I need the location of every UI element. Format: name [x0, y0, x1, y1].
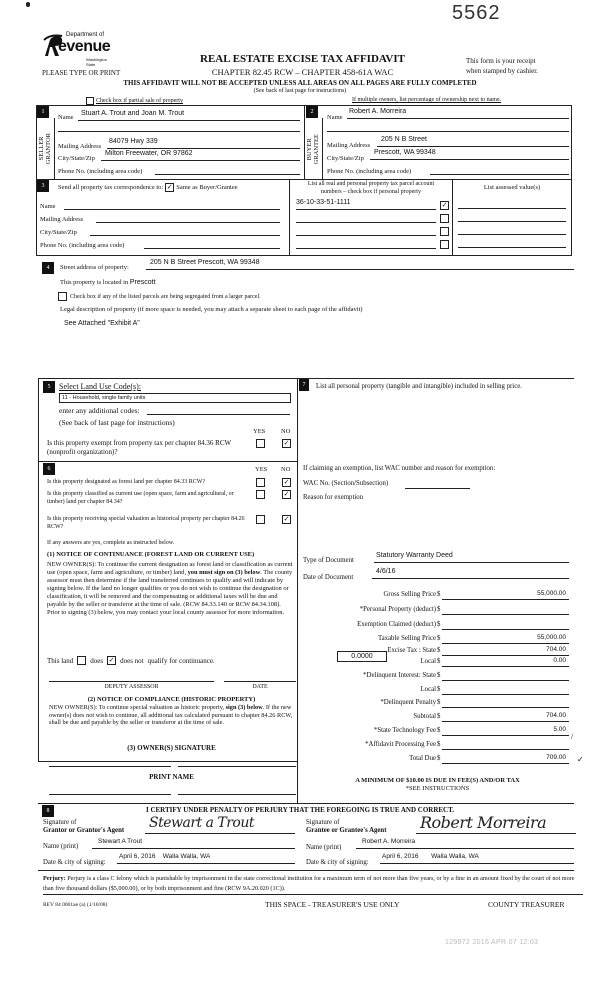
notice1-title: (1) NOTICE OF CONTINUANCE (FOREST LAND OR CURRENT USE): [47, 551, 255, 558]
see-instructions: *SEE INSTRUCTIONS: [405, 785, 470, 792]
seller-buyer-divider: [304, 105, 305, 180]
section-2-badge: 2: [306, 106, 318, 118]
exempt-no-checkbox[interactable]: ✓: [283, 439, 290, 447]
current-use-question: Is this property classified as current use (open space, farm and agricultural, or timber) land per chapter 84.34?: [47, 491, 234, 505]
s3-phone-label: Phone No. (including area code): [40, 242, 125, 249]
exemption-label: If claiming an exemption, list WAC number and reason for exemption:: [303, 465, 496, 472]
section8-top-line: [38, 803, 298, 804]
print-name-line-2[interactable]: [178, 794, 296, 795]
personal-property-checkbox[interactable]: [440, 240, 449, 249]
notice2-bold: sign (3) below: [225, 704, 263, 711]
receipt-note-2: when stamped by cashier.: [466, 67, 538, 75]
segregated-label: Check box if any of the listed parcels are being segregated from a larger parcel.: [70, 293, 261, 300]
grantor-date-label: Date & city of signing:: [43, 859, 106, 866]
deputy-assessor-line[interactable]: [49, 681, 214, 682]
fee-value[interactable]: [442, 605, 569, 615]
partial-sale-label: Check box if partial sale of property: [96, 98, 183, 104]
parcel-row: [296, 238, 451, 250]
section8-bottom-line: [38, 870, 574, 871]
fee-row-exemption: [300, 620, 570, 632]
current-use-yes-checkbox[interactable]: [256, 490, 265, 499]
forest-land-question: Is this property designated as forest land per chapter 84.33 RCW?: [47, 479, 206, 485]
notice1-text-a: NEW OWNER(S): To continue the current designation as forest land or classification as current use (open space, farm and agriculture, or timber) land,: [47, 561, 293, 576]
seller-city-field[interactable]: Milton Freewater, OR 97862: [101, 150, 300, 161]
parcel-header-2: numbers – check box if personal property: [321, 189, 421, 195]
parcel-number-field[interactable]: [296, 238, 436, 249]
grantor-name-field[interactable]: Stewart A Trout: [92, 838, 295, 849]
parcel-number-field[interactable]: [296, 225, 436, 236]
partial-sale-checkbox[interactable]: [86, 97, 94, 105]
fee-row-technology-fee: [300, 726, 570, 738]
legal-description-label: Legal description of property (if more space is needed, you may attach a separate sheet to each page of the affidavit): [60, 306, 363, 313]
seller-name-line-2[interactable]: [58, 124, 300, 132]
warning-text: THIS AFFIDAVIT WILL NOT BE ACCEPTED UNLESS ALL AREAS ON ALL PAGES ARE FULLY COMPLETED: [123, 79, 477, 87]
dollar-sign: $: [437, 741, 441, 748]
assessed-value-field[interactable]: [458, 239, 566, 248]
s3-mailing-label: Mailing Address: [40, 216, 84, 223]
qualify-label: qualify for continuance.: [147, 656, 215, 665]
fee-label: Gross Selling Price: [383, 591, 436, 598]
grantee-name-field[interactable]: Robert A. Morreira: [356, 838, 574, 849]
dor-logo: [42, 32, 117, 67]
does-label: does: [90, 656, 104, 665]
notice2-title: (2) NOTICE OF COMPLIANCE (HISTORIC PROPERTY): [87, 696, 256, 703]
check-mark-annotation: ✓: [577, 755, 584, 764]
does-not-label: does not: [120, 656, 144, 665]
owner-signature-line-1[interactable]: [49, 766, 171, 767]
wac-field[interactable]: [405, 480, 470, 489]
fee-label: *Personal Property (deduct): [359, 606, 436, 613]
notice2-text: [49, 704, 295, 727]
grantor-signature[interactable]: Stewart a Trout: [145, 815, 295, 834]
fee-row-excise-local: [300, 657, 570, 669]
fee-label: *Delinquent Interest: State: [363, 672, 436, 679]
s3-name-label: Name: [40, 203, 56, 210]
grantee-signature[interactable]: Robert Morreira: [416, 813, 576, 834]
fee-value[interactable]: [442, 620, 569, 630]
assessed-value-field[interactable]: [458, 226, 566, 235]
fee-value[interactable]: [442, 671, 569, 681]
historical-question: Is this property receiving special valuation as historical property per chapter 84.26 RCW?: [47, 516, 245, 530]
form-title: REAL ESTATE EXCISE TAX AFFIDAVIT: [200, 53, 405, 65]
located-in-label: [60, 279, 156, 286]
dollar-sign: $: [437, 621, 441, 628]
multiple-owners-note: If multiple owners, list percentage of ownership next to name.: [352, 97, 502, 103]
lower-box-left: [38, 378, 39, 762]
grantee-sig-label-2: Grantee or Grantee's Agent: [306, 827, 387, 834]
section-8-badge: 8: [42, 805, 54, 817]
buyer-name-field[interactable]: Robert A. Morreira: [347, 108, 569, 119]
land-use-title: Select Land Use Code(s):: [59, 382, 141, 391]
dollar-sign: $: [437, 699, 441, 706]
fee-row-taxable: [300, 634, 570, 646]
section-7-badge: 7: [299, 379, 309, 391]
dollar-sign: $: [437, 713, 441, 720]
notice1-text: [47, 561, 293, 617]
county-treasurer: COUNTY TREASURER: [488, 900, 565, 909]
s3-city-label: City/State/Zip: [40, 229, 77, 236]
fee-value[interactable]: 5.00: [442, 726, 569, 736]
located-label: This property is located in: [60, 279, 129, 286]
fee-label: Total Due: [409, 755, 436, 762]
fee-label: Local: [420, 658, 436, 665]
grantor-date-field[interactable]: April 6, 2016 Walla Walla, WA: [117, 853, 295, 864]
grantee-date-label: Date & city of signing:: [306, 859, 369, 866]
fee-label: *Delinquent Penalty: [380, 699, 436, 706]
perjury-text: [43, 874, 583, 895]
section-4-badge: 4: [42, 262, 54, 274]
fee-value[interactable]: [442, 740, 569, 750]
grantee-name-label: Name (print): [306, 844, 342, 851]
perjury-body: Perjury is a class C felony which is punishable by imprisonment in the state correctional institution for a maximum term of not more than five years, or by a fine in an amount fixed by the court of not more than five thousand dollars ($5,000.00), or by both imprisonment and fine (RCW 9A.20.020 (1C)).: [43, 875, 575, 892]
seller-side-label: [37, 118, 55, 180]
buyer-city-field[interactable]: Prescott, WA 99348: [370, 149, 569, 160]
section-3-badge: 3: [37, 180, 49, 192]
notice1-bold: you must sign on (3) below: [187, 569, 261, 576]
same-as-buyer-label: Same as Buyer/Grantee: [176, 184, 238, 191]
segregated-checkbox[interactable]: [58, 292, 67, 301]
buyer-label: BUYER: [306, 137, 314, 161]
buyer-side-label: [306, 118, 323, 180]
segregated-row: [58, 292, 261, 301]
dollar-sign: $: [437, 658, 441, 665]
local-rate-field[interactable]: 0.0000: [337, 651, 387, 662]
forest-land-no-checkbox[interactable]: ✓: [283, 478, 290, 486]
dollar-sign: $: [437, 727, 441, 734]
dollar-sign: $: [437, 591, 441, 598]
assessed-value-field[interactable]: [458, 200, 566, 209]
dor-logo-line3: Washington State: [86, 57, 107, 67]
recording-stamp: 129972 2016 APR 07 12:03: [445, 939, 539, 946]
exempt-question: Is this property exempt from property tax per chapter 84.36 RCW (nonprofit organization)?: [47, 439, 231, 456]
fee-value[interactable]: 55,000.00: [442, 590, 569, 600]
fee-label: *Affidavit Processing Fee: [365, 741, 436, 748]
fee-label: Exemption Claimed (deduct): [357, 621, 436, 628]
dollar-sign: $: [437, 755, 441, 762]
historical-no-checkbox[interactable]: ✓: [283, 515, 290, 523]
dor-logo-line2: evenue: [58, 38, 111, 55]
see-back-text: (See back of last page for instructions): [253, 88, 347, 94]
send-label: Send all property tax correspondence to:: [58, 184, 164, 191]
buyer-name-line-2[interactable]: [327, 124, 569, 132]
form-number: REV 84 0001ae (a) (1/10/08): [43, 902, 108, 908]
buyer-mailing-field[interactable]: 205 N B Street: [377, 136, 569, 147]
owner-signature-label: (3) OWNER(S) SIGNATURE: [127, 744, 216, 752]
lower-box-bottom: [297, 803, 574, 804]
fee-value[interactable]: 709.00: [442, 754, 569, 764]
receipt-note-1: This form is your receipt: [466, 57, 536, 65]
form-subtitle: CHAPTER 82.45 RCW – CHAPTER 458-61A WAC: [211, 67, 394, 77]
reason-label: Reason for exemption: [303, 494, 364, 501]
doc-type-label: Type of Document: [303, 557, 354, 564]
buyer-phone-label: Phone No. (including area code): [327, 168, 412, 175]
treasurer-use: THIS SPACE - TREASURER'S USE ONLY: [265, 900, 400, 909]
personal-property-label: List all personal property (tangible and intangible) included in selling price.: [316, 383, 522, 390]
buyer-name-label: Name: [327, 114, 343, 121]
notice2-text-b: . If the new owner(s) does not wish to continue, all additional tax calculated pursuant to chapter 84.26 RCW, shall be due and payable by the seller or transferor at the time of sale.: [49, 704, 293, 726]
fee-row-gross: [300, 590, 570, 602]
street-address-label: Street address of property:: [60, 264, 129, 271]
seller-mailing-label: Mailing Address: [58, 143, 102, 150]
personal-property-checkbox[interactable]: [440, 227, 449, 236]
buyer-mailing-label: Mailing Address: [327, 142, 371, 149]
dollar-sign: $: [437, 606, 441, 613]
notice2-text-a: NEW OWNER(S): To continue special valuation as historic property,: [49, 704, 225, 711]
fee-label: Local: [420, 686, 436, 693]
fee-label: Excise Tax : State: [387, 647, 436, 654]
parcel-number-field[interactable]: [296, 212, 436, 223]
fee-value[interactable]: 704.00: [442, 646, 569, 656]
dollar-sign: $: [437, 672, 441, 679]
scan-mark: [26, 2, 30, 7]
handwritten-number: 5562: [452, 2, 501, 24]
fee-label: *State Technology Fee: [373, 727, 436, 734]
section6-bottom-line: [38, 761, 297, 762]
parcel-row: [296, 225, 451, 237]
wac-label: WAC No. (Section/Subsection): [303, 480, 389, 487]
section-1-badge: 1: [37, 106, 49, 118]
fee-value[interactable]: 55,000.00: [442, 634, 569, 644]
doc-type-field[interactable]: Statutory Warranty Deed: [374, 552, 569, 563]
seller-phone-field[interactable]: [155, 166, 300, 175]
parcel-header: [290, 180, 452, 196]
s3-city-field[interactable]: [90, 227, 280, 236]
current-use-no-checkbox[interactable]: ✓: [283, 490, 290, 498]
historical-yes-checkbox[interactable]: [256, 515, 265, 524]
owner-signature-line-2[interactable]: [178, 766, 296, 767]
fee-row-subtotal: [300, 712, 570, 724]
dollar-sign: $: [437, 635, 441, 642]
personal-property-checkbox[interactable]: [440, 214, 449, 223]
grantor-sig-label-1: Signature of: [43, 819, 77, 826]
seller-phone-label: Phone No. (including area code): [58, 168, 143, 175]
grantor-sig-label-2: Grantor or Grantor's Agent: [43, 827, 125, 834]
does-not-checkbox[interactable]: ✓: [108, 656, 115, 664]
exempt-yes-checkbox[interactable]: [256, 439, 265, 448]
deputy-assessor-label: DEPUTY ASSESSOR: [104, 684, 159, 690]
s3-name-field[interactable]: [64, 201, 280, 210]
certify-statement: I CERTIFY UNDER PENALTY OF PERJURY THAT THE FOREGOING IS TRUE AND CORRECT.: [145, 806, 454, 814]
lower-box-mid: [297, 378, 298, 803]
grantee-sig-label-1: Signature of: [306, 819, 340, 826]
seller-name-field[interactable]: Stuart A. Trout and Joan M. Trout: [78, 110, 300, 121]
fee-row-delinquent-interest-local: [300, 685, 570, 697]
s5-no-header: NO: [281, 428, 291, 435]
notice1-text-b: . The county assessor must then determine if the land transferred continues to qualify and will indicate by signing below. If the land no longer qualifies or you do not wish to continue the designation or classification, it will be removed and the compensating or additional taxes will be due and payable by the seller or transferor at the time of sale. (RCW 84.33.140 or RCW 84.34.108). Prior to signing (3) below, you may contact your local county assessor for more information.: [47, 569, 293, 616]
fee-value[interactable]: 704.00: [442, 712, 569, 722]
perjury-bold: Perjury:: [43, 875, 66, 882]
assessed-value-field[interactable]: [458, 213, 566, 222]
fee-row-delinquent-interest-state: [300, 671, 570, 683]
parcel-number-field[interactable]: 36-10-33-51-1111: [296, 199, 436, 210]
parcel-row: [296, 199, 451, 211]
print-name-label: PRINT NAME: [149, 773, 194, 781]
section-6-badge: 6: [43, 463, 55, 475]
fee-label: Taxable Selling Price: [377, 635, 436, 642]
if-yes-note: If any answers are yes, complete as instructed below.: [47, 540, 175, 546]
same-as-buyer-checkbox[interactable]: ✓: [166, 183, 173, 191]
located-value[interactable]: Prescott: [129, 279, 156, 286]
fee-row-affidavit-processing: [300, 740, 570, 752]
street-address-field[interactable]: 205 N B Street Prescott, WA 99348: [146, 259, 574, 270]
fee-row-delinquent-penalty: [300, 698, 570, 710]
s3-mailing-field[interactable]: [96, 214, 280, 223]
assessed-header: List assessed value(s): [483, 184, 541, 191]
s5-yes-header: YES: [253, 428, 266, 435]
forest-land-yes-checkbox[interactable]: [256, 478, 265, 487]
section6-top-line: [38, 461, 297, 462]
legal-description-value[interactable]: See Attached "Exhibit A": [64, 320, 140, 327]
personal-property-checkbox[interactable]: ✓: [441, 201, 448, 209]
parcel-row: [296, 212, 451, 224]
send-correspondence-label: [58, 183, 238, 192]
seller-name-label: Name: [58, 114, 74, 121]
grantee-label: GRANTEE: [313, 133, 320, 165]
does-checkbox[interactable]: [77, 656, 86, 665]
grantor-label: GRANTOR: [44, 133, 52, 165]
fee-label: Subtotal: [413, 713, 436, 720]
fee-row-personal: [300, 605, 570, 617]
land-use-see-back: (See back of last page for instructions): [59, 418, 175, 427]
continuance-row: [47, 656, 215, 665]
fee-value[interactable]: [442, 698, 569, 708]
dollar-sign: $: [437, 686, 441, 693]
this-land-label: This land: [47, 656, 74, 665]
seller-mailing-field[interactable]: 84079 Hwy 339: [107, 138, 300, 149]
s6-no-header: NO: [281, 466, 291, 473]
grantor-name-label: Name (print): [43, 843, 79, 850]
doc-date-label: Date of Document: [303, 574, 354, 581]
buyer-phone-field[interactable]: [430, 166, 569, 175]
fee-value[interactable]: 0.00: [442, 657, 569, 667]
seller-label: SELLER: [37, 137, 45, 161]
parcel-header-1: List all real and personal property tax parcel account: [307, 181, 435, 187]
partial-sale-row: [86, 97, 183, 105]
section-5-badge: 5: [43, 381, 55, 393]
grantee-date-field[interactable]: April 6, 2016 Walla Walla, WA: [380, 853, 574, 864]
please-type: PLEASE TYPE OR PRINT: [42, 69, 121, 77]
minimum-note: A MINIMUM OF $10.00 IS DUE IN FEE(S) AND/OR TAX: [355, 777, 520, 784]
slash-annotation: /: [571, 732, 574, 741]
additional-codes-field[interactable]: [147, 406, 290, 415]
additional-codes-label: enter any additional codes:: [59, 406, 140, 415]
grantor-sig-label: [43, 819, 124, 835]
fee-value[interactable]: [442, 685, 569, 695]
dollar-sign: $: [437, 647, 441, 654]
doc-date-field[interactable]: 4/6/16: [372, 568, 569, 579]
s6-yes-header: YES: [255, 466, 268, 473]
buyer-city-label: City/State/Zip: [327, 155, 364, 162]
seller-city-label: City/State/Zip: [58, 155, 95, 162]
date-line[interactable]: [224, 681, 296, 682]
fee-row-total-due: [300, 754, 570, 766]
land-use-code-select[interactable]: 11 - Household, single family units: [59, 393, 291, 403]
s3-phone-field[interactable]: [144, 240, 280, 249]
dor-logo-line1: Department of: [66, 32, 105, 38]
date-label: DATE: [252, 684, 268, 690]
print-name-line-1[interactable]: [49, 794, 171, 795]
grantee-sig-label: [306, 819, 386, 835]
